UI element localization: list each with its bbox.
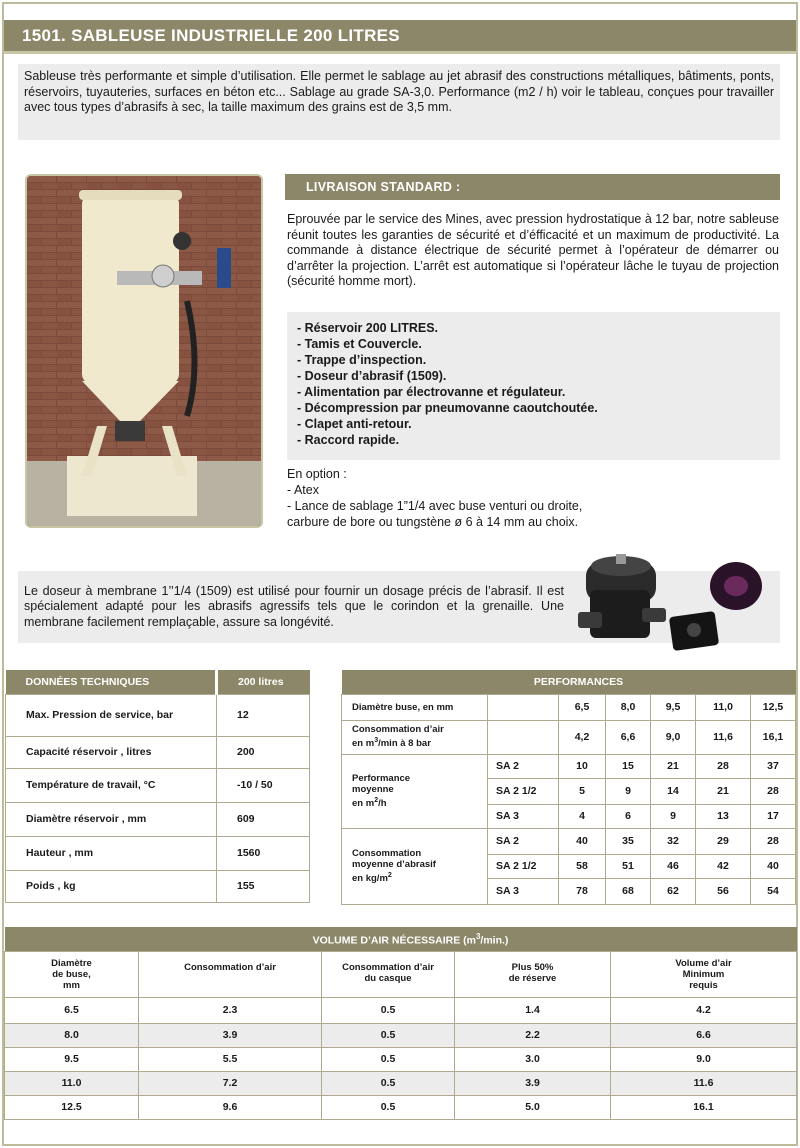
column-header: Volume d’air Minimum requis — [611, 951, 797, 997]
row-label: Max. Pression de service, bar — [6, 694, 217, 736]
cell: 8.0 — [5, 1023, 139, 1047]
title-bar — [4, 20, 796, 54]
list-item: - Raccord rapide. — [297, 433, 400, 447]
cell: 40 — [751, 854, 796, 878]
cell: 0.5 — [322, 1071, 455, 1095]
table-row — [342, 754, 796, 778]
cell: 35 — [606, 828, 651, 854]
cell: 37 — [751, 754, 796, 778]
cell: 68 — [606, 878, 651, 904]
option-line: - Atex — [287, 483, 319, 497]
row-value: 12 — [217, 694, 310, 736]
cell: 3.0 — [455, 1047, 611, 1071]
cell: 12,5 — [751, 694, 796, 720]
table-row — [6, 802, 310, 836]
donnees-column-header: 200 litres — [217, 670, 310, 694]
intro-text: Sableuse très performante et simple d’utilisation. Elle permet le sablage au jet abrasif des constructions métalliques, bâtiments, ponts, réservoirs, tuyauteries, surfaces en béton etc... Sablage au grade SA-3,0. Performance (m2 / h) voir le tableau, conçues pour travailler avec tous types d’abrasifs à sec, la taille maximum des grains est de 3,5 mm. — [18, 64, 780, 140]
list-item: - Décompression par pneumovanne caoutchoutée. — [297, 401, 598, 415]
row-label: Performance moyenne en $m^2/h$ — [342, 754, 488, 828]
row-value: 609 — [217, 802, 310, 836]
row-label: Diamètre réservoir , mm — [6, 802, 217, 836]
list-item: - Trappe d’inspection. — [297, 353, 427, 367]
cell: 14 — [651, 778, 696, 804]
cell: 9.5 — [5, 1047, 139, 1071]
sandblaster-photo — [25, 174, 263, 528]
cell: 11.6 — [611, 1071, 797, 1095]
table-header-row — [5, 951, 797, 997]
cell: 9 — [651, 804, 696, 828]
doseur-photo — [576, 552, 766, 654]
performances-heading: PERFORMANCES — [342, 670, 796, 694]
cell: 0.5 — [322, 1047, 455, 1071]
cell: 0.5 — [322, 1023, 455, 1047]
cell: 13 — [696, 804, 751, 828]
cell: 3.9 — [139, 1023, 322, 1047]
cell: 15 — [606, 754, 651, 778]
cell: 62 — [651, 878, 696, 904]
option-line: En option : — [287, 467, 347, 481]
cell: 40 — [559, 828, 606, 854]
options-block — [287, 466, 779, 530]
list-item: - Alimentation par électrovanne et régulateur. — [297, 385, 566, 399]
cell: 10 — [559, 754, 606, 778]
column-header: Consommation d’air — [139, 951, 322, 997]
cell: 5.5 — [139, 1047, 322, 1071]
table-row — [342, 828, 796, 854]
sandblaster-illustration — [27, 176, 261, 526]
list-item: - Réservoir 200 LITRES. — [297, 321, 439, 335]
grade: SA 3 — [488, 804, 559, 828]
volume-air-table — [4, 927, 797, 1120]
list-item: - Clapet anti-retour. — [297, 417, 412, 431]
livraison-heading: LIVRAISON STANDARD : — [285, 174, 780, 200]
membrane-doser-illustration — [576, 552, 766, 654]
cell: 6.6 — [611, 1023, 797, 1047]
cell: 0.5 — [322, 1095, 455, 1119]
row-label: Consommation d’air en $m^3/\min$ à 8 bar — [342, 720, 488, 754]
table-row — [5, 1023, 797, 1047]
donnees-heading: DONNÉES TECHNIQUES — [6, 670, 217, 694]
table-row — [6, 736, 310, 768]
cell: 9,5 — [651, 694, 696, 720]
cell: 16.1 — [611, 1095, 797, 1119]
cell: 28 — [696, 754, 751, 778]
cell: 78 — [559, 878, 606, 904]
table-row — [5, 1047, 797, 1071]
cell: 5 — [559, 778, 606, 804]
page-title: 1501. SABLEUSE INDUSTRIELLE 200 LITRES — [22, 26, 400, 45]
cell: 54 — [751, 878, 796, 904]
donnees-techniques-table — [5, 670, 310, 903]
grade: SA 3 — [488, 878, 559, 904]
cell: 6 — [606, 804, 651, 828]
cell: 58 — [559, 854, 606, 878]
cell: 21 — [696, 778, 751, 804]
grade: SA 2 1/2 — [488, 854, 559, 878]
grade: SA 2 1/2 — [488, 778, 559, 804]
cell: 11.0 — [5, 1071, 139, 1095]
cell: 28 — [751, 828, 796, 854]
performances-table — [341, 670, 796, 905]
row-value: 155 — [217, 870, 310, 902]
standard-items-list — [287, 312, 780, 460]
cell: 21 — [651, 754, 696, 778]
cell: 7.2 — [139, 1071, 322, 1095]
cell: 6,5 — [559, 694, 606, 720]
cell: 46 — [651, 854, 696, 878]
cell: 16,1 — [751, 720, 796, 754]
row-label: Diamètre buse, en mm — [342, 694, 488, 720]
row-label: Poids , kg — [6, 870, 217, 902]
column-header: Consommation d’air du casque — [322, 951, 455, 997]
option-line: - Lance de sablage 1”1/4 avec buse venturi ou droite, — [287, 499, 583, 513]
table-row — [6, 836, 310, 870]
grade: SA 2 — [488, 828, 559, 854]
table-row — [6, 768, 310, 802]
cell: 0.5 — [322, 997, 455, 1023]
cell: 4,2 — [559, 720, 606, 754]
cell: 1.4 — [455, 997, 611, 1023]
cell: 4.2 — [611, 997, 797, 1023]
table-row — [6, 870, 310, 902]
cell: 2.2 — [455, 1023, 611, 1047]
cell: 11,6 — [696, 720, 751, 754]
cell: 12.5 — [5, 1095, 139, 1119]
cell: 6,6 — [606, 720, 651, 754]
table-row — [6, 694, 310, 736]
table-row — [342, 720, 796, 754]
column-header: Plus 50% de réserve — [455, 951, 611, 997]
row-label: Hauteur , mm — [6, 836, 217, 870]
cell: 9 — [606, 778, 651, 804]
table-row — [5, 1095, 797, 1119]
cell: 9.0 — [611, 1047, 797, 1071]
row-value: 1560 — [217, 836, 310, 870]
cell: 6.5 — [5, 997, 139, 1023]
cell: 11,0 — [696, 694, 751, 720]
row-label: Capacité réservoir , litres — [6, 736, 217, 768]
volume-heading: VOLUME D’AIR NÉCESSAIRE $(m^3/\min.)$ — [5, 927, 797, 951]
table-row — [5, 1071, 797, 1095]
cell: 51 — [606, 854, 651, 878]
table-row — [342, 694, 796, 720]
cell: 2.3 — [139, 997, 322, 1023]
row-label: Consommation moyenne d’abrasif en $kg/m^2$ — [342, 828, 488, 904]
table-row — [5, 997, 797, 1023]
cell: 5.0 — [455, 1095, 611, 1119]
row-label: Température de travail, °C — [6, 768, 217, 802]
cell: 3.9 — [455, 1071, 611, 1095]
list-item: - Tamis et Couvercle. — [297, 337, 422, 351]
cell: 28 — [751, 778, 796, 804]
list-item: - Doseur d’abrasif (1509). — [297, 369, 447, 383]
row-value: 200 — [217, 736, 310, 768]
cell: 4 — [559, 804, 606, 828]
cell: 17 — [751, 804, 796, 828]
row-value: -10 / 50 — [217, 768, 310, 802]
cell: 29 — [696, 828, 751, 854]
cell: 8,0 — [606, 694, 651, 720]
cell: 32 — [651, 828, 696, 854]
doseur-text: Le doseur à membrane 1’’1/4 (1509) est utilisé pour fournir un dosage précis de l’abrasif. Il est spécialement adapté pour les abrasifs agressifs tels que le corindon et la grenaille. Une membrane facilement remplaçable, assure sa longévité. — [24, 583, 564, 629]
option-line: carbure de bore ou tungstène ø 6 à 14 mm au choix. — [287, 515, 579, 529]
column-header: Diamètre de buse, mm — [5, 951, 139, 997]
cell: 56 — [696, 878, 751, 904]
cell: 9,0 — [651, 720, 696, 754]
cell: 9.6 — [139, 1095, 322, 1119]
cell: 42 — [696, 854, 751, 878]
livraison-text: Eprouvée par le service des Mines, avec pression hydrostatique à 12 bar, notre sableuse réunit toutes les garanties de sécurité et d’éfficacité et un maximum de productivité. La commande à distance électrique de sécurité permet à l’opérateur de démarrer ou d’arrêter la projection. L’arrêt est automatique si l’opérateur lâche le tuyau de projection (sécurité homme mort). — [287, 212, 779, 288]
grade: SA 2 — [488, 754, 559, 778]
